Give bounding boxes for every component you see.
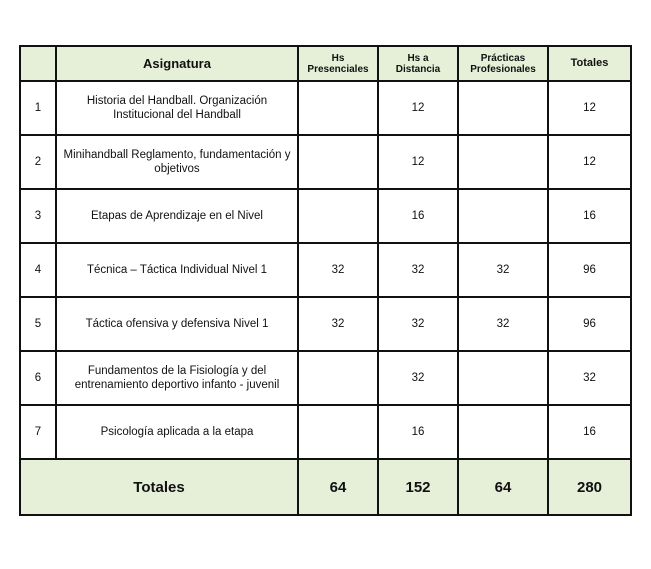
header-row: [20, 46, 631, 81]
row-distancia: 16: [378, 405, 458, 459]
row-presenciales: 32: [298, 297, 378, 351]
row-asignatura: Táctica ofensiva y defensiva Nivel 1: [56, 297, 298, 351]
row-asignatura: Psicología aplicada a la etapa: [56, 405, 298, 459]
row-totales: 96: [548, 243, 631, 297]
header-distancia-line2: Distancia: [395, 63, 441, 75]
row-asignatura: Fundamentos de la Fisiología y del entrenamiento deportivo infanto - juvenil: [56, 351, 298, 405]
row-presenciales: [298, 351, 378, 405]
row-totales: 12: [548, 81, 631, 135]
row-practicas: [458, 81, 548, 135]
totals-totales: 280: [548, 459, 631, 515]
row-practicas: [458, 135, 548, 189]
totals-distancia: 152: [378, 459, 458, 515]
row-presenciales: [298, 81, 378, 135]
row-distancia: 12: [378, 81, 458, 135]
row-asignatura: Técnica – Táctica Individual Nivel 1: [56, 243, 298, 297]
row-distancia: 32: [378, 243, 458, 297]
totals-label: Totales: [20, 459, 298, 515]
table-row: [20, 243, 631, 297]
header-practicas-line2: Profesionales: [470, 63, 536, 75]
table-body: [20, 81, 631, 459]
row-asignatura: Etapas de Aprendizaje en el Nivel: [56, 189, 298, 243]
table-row: [20, 351, 631, 405]
row-distancia: 12: [378, 135, 458, 189]
totals-row: [20, 459, 631, 515]
row-practicas: [458, 405, 548, 459]
table-row: [20, 405, 631, 459]
row-number: 2: [20, 135, 56, 189]
header-presenciales: [298, 46, 378, 81]
row-totales: 16: [548, 189, 631, 243]
table-row: [20, 297, 631, 351]
row-practicas: [458, 189, 548, 243]
table-row: [20, 135, 631, 189]
row-number: 3: [20, 189, 56, 243]
header-presenciales-line1: Hs: [331, 52, 345, 64]
row-practicas: 32: [458, 243, 548, 297]
header-practicas-line1: Prácticas: [480, 52, 526, 64]
table-row: [20, 189, 631, 243]
row-distancia: 32: [378, 297, 458, 351]
row-distancia: 32: [378, 351, 458, 405]
row-totales: 16: [548, 405, 631, 459]
row-totales: 12: [548, 135, 631, 189]
curriculum-table: [19, 45, 632, 516]
header-totales: Totales: [548, 46, 631, 81]
row-distancia: 16: [378, 189, 458, 243]
totals-practicas: 64: [458, 459, 548, 515]
row-totales: 32: [548, 351, 631, 405]
row-totales: 96: [548, 297, 631, 351]
table-row: [20, 81, 631, 135]
totals-presenciales: 64: [298, 459, 378, 515]
header-presenciales-line2: Presenciales: [307, 63, 369, 75]
row-asignatura: Minihandball Reglamento, fundamentación y objetivos: [56, 135, 298, 189]
header-num: [20, 46, 56, 81]
row-asignatura: Historia del Handball. Organización Institucional del Handball: [56, 81, 298, 135]
row-presenciales: [298, 135, 378, 189]
table-header: [20, 46, 631, 81]
header-distancia: [378, 46, 458, 81]
row-practicas: 32: [458, 297, 548, 351]
row-number: 6: [20, 351, 56, 405]
row-number: 7: [20, 405, 56, 459]
table-footer: [20, 459, 631, 515]
row-practicas: [458, 351, 548, 405]
row-presenciales: 32: [298, 243, 378, 297]
row-number: 1: [20, 81, 56, 135]
header-distancia-line1: Hs a: [407, 52, 429, 64]
row-number: 5: [20, 297, 56, 351]
header-practicas: [458, 46, 548, 81]
header-asignatura: Asignatura: [56, 46, 298, 81]
row-number: 4: [20, 243, 56, 297]
row-presenciales: [298, 189, 378, 243]
row-presenciales: [298, 405, 378, 459]
